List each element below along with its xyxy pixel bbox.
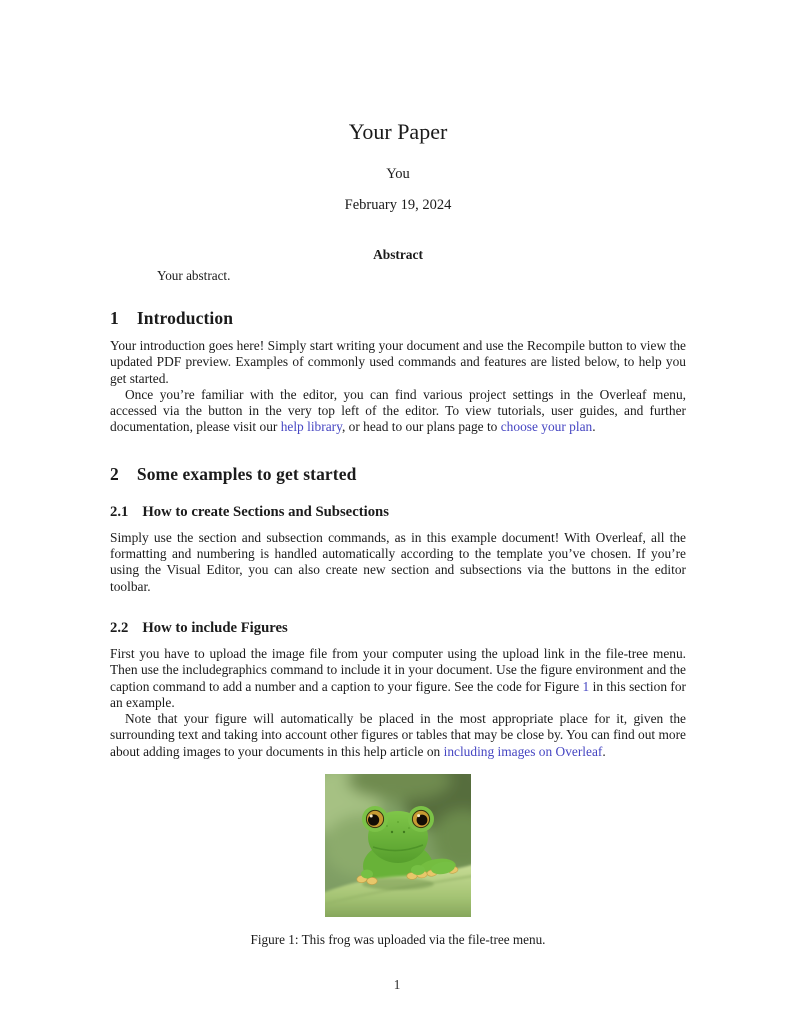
intro-paragraph-1: Your introduction goes here! Simply start writing your document and use the Recompile button to view the updated PDF preview. Examples of commonly used commands and features are listed below, to help you get started.	[110, 338, 686, 386]
figure-1-ref-link[interactable]: 1	[582, 678, 590, 694]
sections-paragraph: Simply use the section and subsection commands, as in this example document! With Overleaf, all the formatting and numbering is handled automatically according to the template you’ve chosen. If you’re using the Visual Editor, you can also create new section and subsections via the buttons in the editor toolbar.	[110, 529, 686, 594]
section-number: 1	[110, 308, 119, 328]
page-title: Your Paper	[348, 119, 448, 144]
subsection-2-1-heading	[110, 503, 686, 521]
paragraph-text: , or head to our plans page to	[341, 419, 501, 435]
subsection-2-2-heading	[110, 619, 686, 637]
including-images-link[interactable]: including images on Overleaf	[443, 743, 603, 759]
text-column	[110, 0, 686, 948]
page-number: 1	[393, 977, 401, 992]
subsection-title: How to include Figures	[142, 619, 288, 636]
figure-1	[110, 774, 686, 917]
section-title: Some examples to get started	[136, 463, 357, 484]
paragraph-text: Once you’re familiar with the editor, you can find various project settings in the Overleaf menu, accessed via the button in the very top left of the editor. To view tutorials, user guides, and further documentation, please visit our	[110, 386, 686, 435]
paragraph-text: .	[602, 743, 606, 759]
figure-caption: Figure 1: This frog was uploaded via the file-tree menu.	[250, 932, 546, 948]
abstract-heading: Abstract	[373, 247, 423, 262]
intro-paragraph-2	[110, 387, 686, 436]
date: February 19, 2024	[344, 197, 452, 213]
abstract-body: Your abstract.	[157, 268, 231, 283]
frog-photo-scene	[325, 774, 471, 917]
frog-figure-image	[325, 774, 471, 917]
paragraph-text: Note that your figure will automatically be placed in the most appropriate place for it, given the surrounding text and taking into account other figures or tables that may be close by. You can find out more about adding images to your documents in this help article on	[110, 711, 686, 759]
author: You	[386, 166, 410, 182]
subsection-number: 2.2	[110, 619, 129, 636]
section-title: Introduction	[136, 308, 234, 328]
paragraph-text: First you have to upload the image file from your computer using the upload link in the file-tree menu. Then use the includegraphics command to include it in your document. Use the figure environment and the caption command to add a number and a caption to your figure. See the code for Figure	[110, 645, 686, 694]
figures-paragraph-1	[110, 646, 686, 711]
figures-paragraph-2	[110, 711, 686, 760]
choose-your-plan-link[interactable]: choose your plan	[500, 419, 593, 435]
section-1-heading	[110, 308, 686, 329]
help-library-link[interactable]: help library	[280, 419, 342, 435]
section-2-heading	[110, 464, 686, 485]
paragraph-text: .	[592, 419, 596, 435]
section-number: 2	[110, 463, 119, 484]
subsection-title: How to create Sections and Subsections	[142, 503, 389, 520]
subsection-number: 2.1	[110, 503, 129, 520]
paragraph-text: in this section for an example.	[110, 678, 686, 710]
